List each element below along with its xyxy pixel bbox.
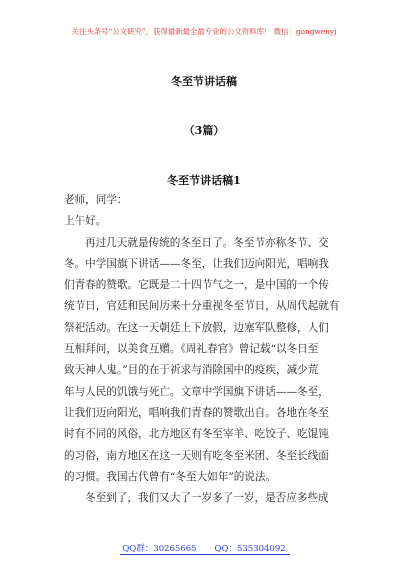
header-promo-text: 关注头条号“公文研究”，获得最新最全最专业的公文资料库！ 微信：gongwenyj bbox=[71, 27, 337, 36]
paragraph-line: 冬。中学国旗下讲话——冬至，让我们迈向阳光，唱响我 bbox=[64, 257, 329, 270]
paragraph-line: 统节日，官廷和民间历来十分重视冬至节日，从周代起就有 bbox=[64, 300, 340, 313]
document-body bbox=[64, 190, 352, 509]
qq-group-text: QQ群：30265665 bbox=[122, 544, 197, 554]
footer-contact bbox=[0, 542, 408, 554]
paragraph-line: 让我们迈向阳光，唱响我们青春的赞歌出自。各地在冬至 bbox=[64, 406, 329, 419]
paragraph-line: 祭祀活动。在这一天朝廷上下放假，边塞军队整修，人们 bbox=[64, 321, 329, 334]
paragraph-line: 的习惯。我国古代曾有“冬至大如年”的说法。 bbox=[64, 470, 277, 483]
greeting-line: 上午好。 bbox=[64, 215, 107, 228]
paragraph-line: 互相拜问，以美食互赠。《周礼春官》曾记载“以冬日至 bbox=[64, 343, 319, 356]
section-title: 冬至节讲话稿1 bbox=[167, 174, 241, 187]
paragraph-line: 们青春的赞歌。它既是二十四节气之一，是中国的一个传 bbox=[64, 279, 329, 292]
qq-number-text: QQ：535304092 bbox=[214, 544, 286, 554]
paragraph-line: 年与人民的饥饿与死亡。文章中学国旗下讲话——冬至， bbox=[64, 385, 329, 398]
greeting-line: 老师，同学： bbox=[64, 194, 128, 206]
document-count-label: （3篇） bbox=[183, 124, 225, 137]
footer-underline bbox=[120, 554, 290, 555]
paragraph-line: 的习俗，南方地区在这一天则有吃冬至米团、冬至长线面 bbox=[64, 449, 329, 462]
paragraph-line: 再过几天就是传统的冬至日了。冬至节亦称冬节、交 bbox=[85, 236, 329, 249]
paragraph-line: 时有不同的风俗，北方地区有冬至宰羊、吃饺子、吃馄饨 bbox=[64, 428, 329, 441]
paragraph-line: 冬至到了，我们又大了一岁多了一岁，是否应多些成 bbox=[85, 492, 329, 505]
document-title: 冬至节讲话稿 bbox=[171, 75, 237, 88]
paragraph-line: 致天神人鬼。”目的在于祈求与消除国中的疫疾，减少荒 bbox=[64, 364, 319, 377]
